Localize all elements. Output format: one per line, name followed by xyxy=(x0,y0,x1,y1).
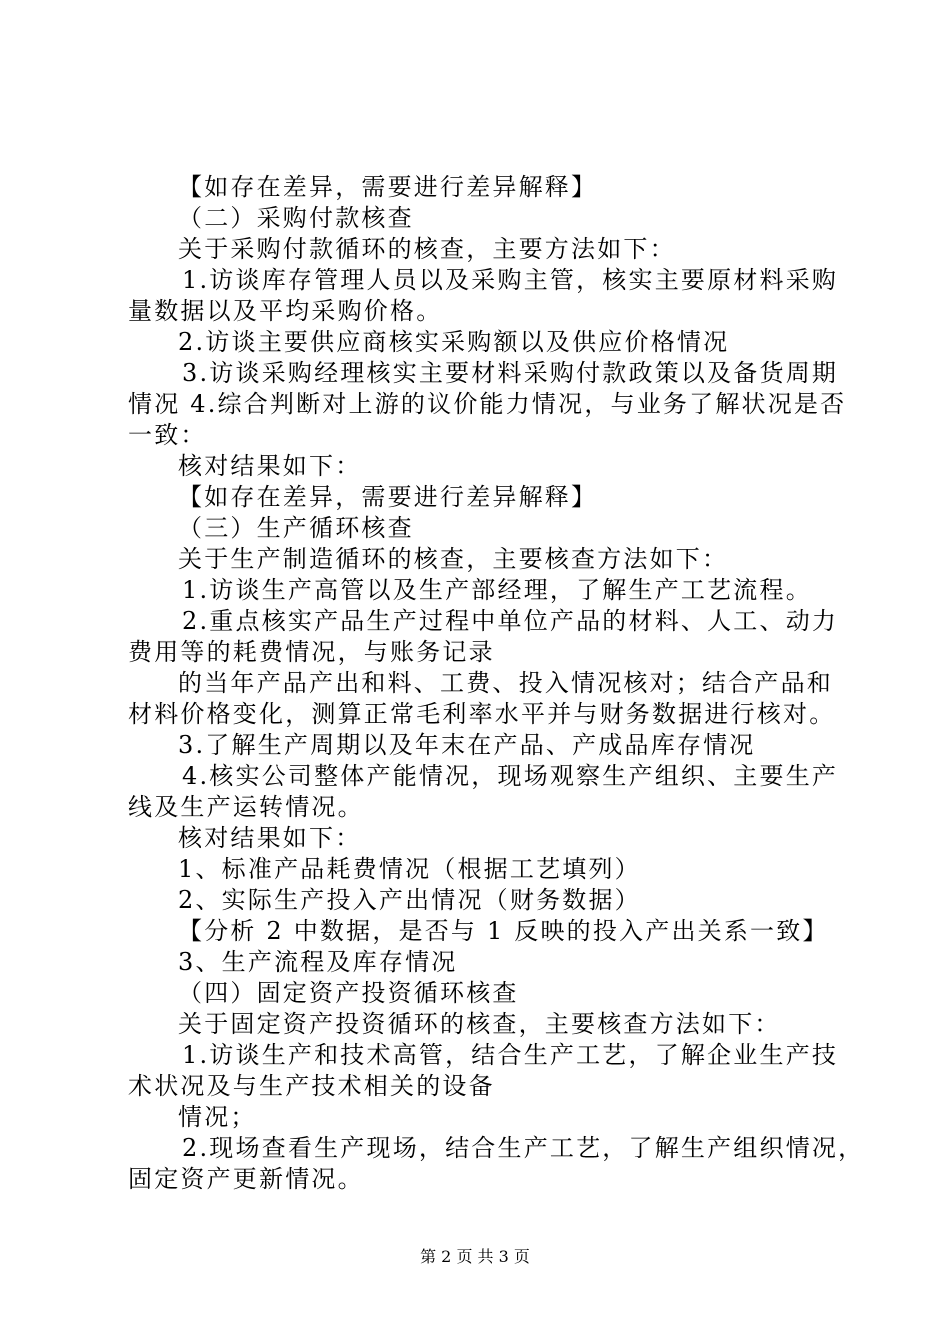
paragraph-line: 的当年产品产出和料、工费、投入情况核对；结合产品和 xyxy=(178,669,833,697)
paragraph-line: （二）采购付款核查 xyxy=(178,204,414,232)
paragraph-line: 材料价格变化，测算正常毛利率水平并与财务数据进行核对。 xyxy=(128,700,836,728)
body-text xyxy=(128,172,865,1195)
paragraph-line: 3.了解生产周期以及年末在产品、产成品库存情况 xyxy=(178,731,756,759)
paragraph-line: 情况 4.综合判断对上游的议价能力情况，与业务了解状况是否 xyxy=(128,390,847,418)
paragraph-line: 核对结果如下： xyxy=(178,824,362,852)
paragraph-line: 2.重点核实产品生产过程中单位产品的材料、人工、动力 xyxy=(182,607,839,635)
paragraph-line: 2.访谈主要供应商核实采购额以及供应价格情况 xyxy=(178,328,730,356)
paragraph-line: 一致： xyxy=(128,421,207,449)
paragraph-line: 3、生产流程及库存情况 xyxy=(178,948,458,976)
page-footer xyxy=(0,1244,950,1267)
paragraph-line: 费用等的耗费情况，与账务记录 xyxy=(128,638,495,666)
paragraph-line: 3.访谈采购经理核实主要材料采购付款政策以及备货周期 xyxy=(182,359,839,387)
paragraph-line: 固定资产更新情况。 xyxy=(128,1165,364,1193)
paragraph-line: （三）生产循环核查 xyxy=(178,514,414,542)
paragraph-line: 2、实际生产投入产出情况（财务数据） xyxy=(178,886,641,914)
paragraph-line: 情况； xyxy=(178,1103,257,1131)
paragraph-line: 关于生产制造循环的核查，主要核查方法如下： xyxy=(178,545,729,573)
paragraph-line: 【如存在差异，需要进行差异解释】 xyxy=(178,173,598,201)
paragraph-line: 4.核实公司整体产能情况，现场观察生产组织、主要生产 xyxy=(182,762,839,790)
paragraph-line: 线及生产运转情况。 xyxy=(128,793,364,821)
paragraph-line: 1.访谈库存管理人员以及采购主管，核实主要原材料采购 xyxy=(182,266,839,294)
page-number: 第 2 页 共 3 页 xyxy=(420,1247,530,1266)
paragraph-line: 2.现场查看生产现场，结合生产工艺，了解生产组织情况， xyxy=(182,1134,865,1162)
paragraph-line: 【分析 2 中数据，是否与 1 反映的投入产出关系一致】 xyxy=(178,917,829,945)
paragraph-line: 关于固定资产投资循环的核查，主要核查方法如下： xyxy=(178,1010,781,1038)
paragraph-line: 量数据以及平均采购价格。 xyxy=(128,297,443,325)
paragraph-line: 1.访谈生产和技术高管，结合生产工艺，了解企业生产技 xyxy=(182,1041,839,1069)
paragraph-line: 1、标准产品耗费情况（根据工艺填列） xyxy=(178,855,641,883)
paragraph-line: 核对结果如下： xyxy=(178,452,362,480)
paragraph-line: 【如存在差异，需要进行差异解释】 xyxy=(178,483,598,511)
paragraph-line: 术状况及与生产技术相关的设备 xyxy=(128,1072,495,1100)
paragraph-line: 关于采购付款循环的核查，主要方法如下： xyxy=(178,235,676,263)
paragraph-line: 1.访谈生产高管以及生产部经理，了解生产工艺流程。 xyxy=(182,576,812,604)
paragraph-line: （四）固定资产投资循环核查 xyxy=(178,979,519,1007)
